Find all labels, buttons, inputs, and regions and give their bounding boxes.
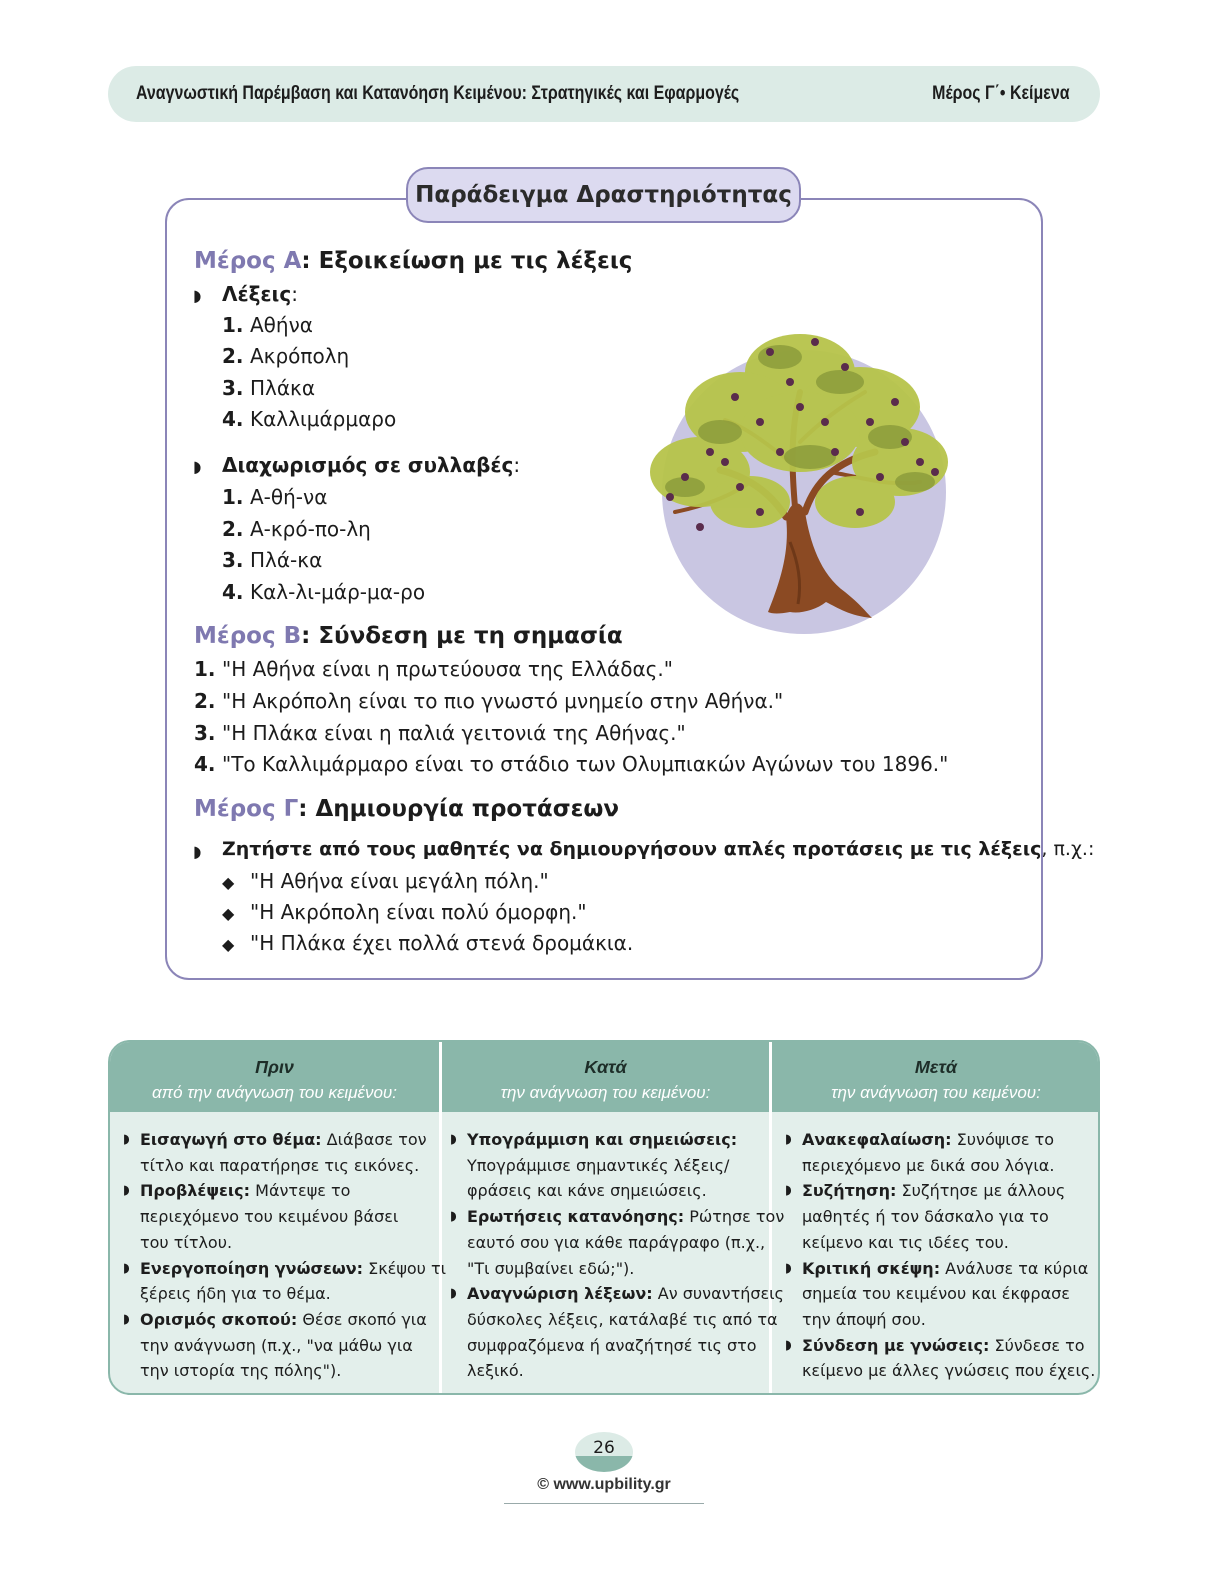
example-item: "Η Ακρόπολη είναι πολύ όμορφη."	[250, 900, 587, 924]
syllable-item: 4. Καλ-λι-μάρ-μα-ρο	[222, 580, 426, 604]
section-title: Μέρος Γ΄• Κείμενα	[932, 83, 1070, 104]
part-a-heading	[194, 248, 632, 274]
strategy-text: δύσκολες λέξεις, κατάλαβέ τις από τα	[467, 1310, 778, 1329]
sentence-item: 1. "Η Αθήνα είναι η πρωτεύουσα της Ελλάδας."	[194, 657, 673, 681]
page-number-badge	[575, 1432, 633, 1472]
part-c-heading	[194, 796, 619, 822]
sentence-item: 2. "Η Ακρόπολη είναι το πιο γνωστό μνημείο στην Αθήνα."	[194, 689, 784, 713]
bullet-icon: ◗	[450, 1132, 457, 1147]
diamond-bullet-icon: ◆	[222, 904, 235, 923]
column-header-before: Πριν από την ανάγνωση του κειμένου:	[151, 1057, 398, 1102]
strategy-text: την άποψή σου.	[802, 1310, 926, 1329]
page-header	[108, 66, 1100, 122]
book-title: Αναγνωστική Παρέμβαση και Κατανόηση Κειμένου: Στρατηγικές και Εφαρμογές	[136, 83, 740, 104]
page-number: 26	[593, 1438, 615, 1458]
part-c-instruction: Ζητήστε από τους μαθητές να δημιουργήσουν απλές προτάσεις με τις λέξεις, π.χ.:	[222, 838, 1095, 860]
strategy-item: Αναγνώριση λέξεων: Αν συναντήσεις	[467, 1284, 784, 1303]
strategy-text: ξέρεις ήδη για το θέμα.	[140, 1284, 331, 1303]
bullet-icon: ◗	[785, 1183, 792, 1198]
bullet-icon: ◗	[123, 1261, 130, 1276]
activity-title: Παράδειγμα Δραστηριότητας	[406, 167, 801, 223]
footer-divider	[504, 1503, 704, 1504]
bullet-icon: ◗	[123, 1132, 130, 1147]
reading-strategies-table	[108, 1040, 1100, 1395]
diamond-bullet-icon: ◆	[222, 873, 235, 892]
word-item: 1. Αθήνα	[222, 313, 313, 337]
part-b-label: Μέρος Β	[194, 623, 302, 649]
diamond-bullet-icon: ◆	[222, 935, 235, 954]
strategy-text: φράσεις και κάνε σημειώσεις.	[467, 1181, 707, 1200]
bullet-icon: ◗	[450, 1209, 457, 1224]
strategy-item: Ορισμός σκοπού: Θέσε σκοπό για	[140, 1310, 427, 1329]
part-b-heading	[194, 623, 623, 649]
part-c-title: : Δημιουργία προτάσεων	[298, 796, 620, 822]
syllables-heading: Διαχωρισμός σε συλλαβές:	[222, 453, 521, 477]
bullet-icon: ◗	[785, 1338, 792, 1353]
bullet-icon: ◗	[785, 1132, 792, 1147]
strategy-item: Ανακεφαλαίωση: Συνόψισε το	[802, 1130, 1055, 1149]
bullet-icon: ◗	[785, 1261, 792, 1276]
strategy-item: Κριτική σκέψη: Ανάλυσε τα κύρια	[802, 1259, 1089, 1278]
strategy-text: σημεία του κειμένου και έκφρασε	[802, 1284, 1070, 1303]
strategy-item: Υπογράμμιση και σημειώσεις:	[467, 1130, 738, 1149]
bullet-icon: ◗	[193, 842, 202, 861]
syllable-item: 2. Α-κρό-πο-λη	[222, 517, 371, 541]
strategy-text: την ιστορία της πόλης").	[140, 1361, 342, 1380]
strategy-text: τίτλο και παρατήρησε τις εικόνες.	[140, 1156, 420, 1175]
part-b-title: : Σύνδεση με τη σημασία	[301, 623, 623, 649]
example-item: "Η Πλάκα έχει πολλά στενά δρομάκια.	[250, 931, 634, 955]
strategy-text: συμφραζόμενα ή αναζήτησέ τις στο	[467, 1336, 757, 1355]
strategy-text: Υπογράμμισε σημαντικές λέξεις/	[467, 1156, 730, 1175]
strategy-item: Ερωτήσεις κατανόησης: Ρώτησε τον	[467, 1207, 785, 1226]
sentence-item: 3. "Η Πλάκα είναι η παλιά γειτονιά της Αθήνας."	[194, 721, 686, 745]
bullet-icon: ◗	[123, 1312, 130, 1327]
strategy-text: κείμενο με άλλες γνώσεις που έχεις.	[802, 1361, 1096, 1380]
syllable-item: 1. Α-θή-να	[222, 485, 328, 509]
bullet-icon: ◗	[123, 1183, 130, 1198]
word-item: 3. Πλάκα	[222, 376, 316, 400]
strategy-text: την ανάγνωση (π.χ., "να μάθω για	[140, 1336, 413, 1355]
words-heading: Λέξεις:	[222, 282, 298, 306]
example-item: "Η Αθήνα είναι μεγάλη πόλη."	[250, 869, 549, 893]
strategy-item: Εισαγωγή στο θέμα: Διάβασε τον	[140, 1130, 427, 1149]
word-item: 4. Καλλιμάρμαρο	[222, 407, 397, 431]
strategy-item: Σύνδεση με γνώσεις: Σύνδεσε το	[802, 1336, 1085, 1355]
part-a-title: : Εξοικείωση με τις λέξεις	[301, 248, 633, 274]
strategy-text: "Τι συμβαίνει εδώ;").	[467, 1259, 635, 1278]
column-header-during: Κατά την ανάγνωση του κειμένου:	[500, 1057, 711, 1102]
olive-tree-illustration	[640, 312, 955, 637]
strategy-text: μαθητές ή τον δάσκαλο για το	[802, 1207, 1049, 1226]
part-c-label: Μέρος Γ	[194, 796, 299, 822]
syllable-item: 3. Πλά-κα	[222, 548, 323, 572]
strategy-text: εαυτό σου για κάθε παράγραφο (π.χ.,	[467, 1233, 766, 1252]
strategy-text: λεξικό.	[467, 1361, 524, 1380]
strategy-item: Συζήτηση: Συζήτησε με άλλους	[802, 1181, 1066, 1200]
strategy-item: Ενεργοποίηση γνώσεων: Σκέψου τι	[140, 1259, 447, 1278]
strategy-text: περιεχόμενο του κειμένου βάσει	[140, 1207, 399, 1226]
bullet-icon: ◗	[450, 1286, 457, 1301]
strategy-text: του τίτλου.	[140, 1233, 233, 1252]
part-a-label: Μέρος Α	[194, 248, 302, 274]
bullet-icon: ◗	[193, 457, 202, 476]
strategy-text: κείμενο και τις ιδέες του.	[802, 1233, 1009, 1252]
sentence-item: 4. "Το Καλλιμάρμαρο είναι το στάδιο των Ολυμπιακών Αγώνων του 1896."	[194, 752, 949, 776]
bullet-icon: ◗	[193, 286, 202, 305]
word-item: 2. Ακρόπολη	[222, 344, 350, 368]
footer-url: © www.upbility.gr	[537, 1476, 671, 1493]
column-header-after: Μετά την ανάγνωση του κειμένου:	[831, 1057, 1041, 1102]
strategy-text: περιεχόμενο με δικά σου λόγια.	[802, 1156, 1055, 1175]
strategy-item: Προβλέψεις: Μάντεψε το	[140, 1181, 351, 1200]
